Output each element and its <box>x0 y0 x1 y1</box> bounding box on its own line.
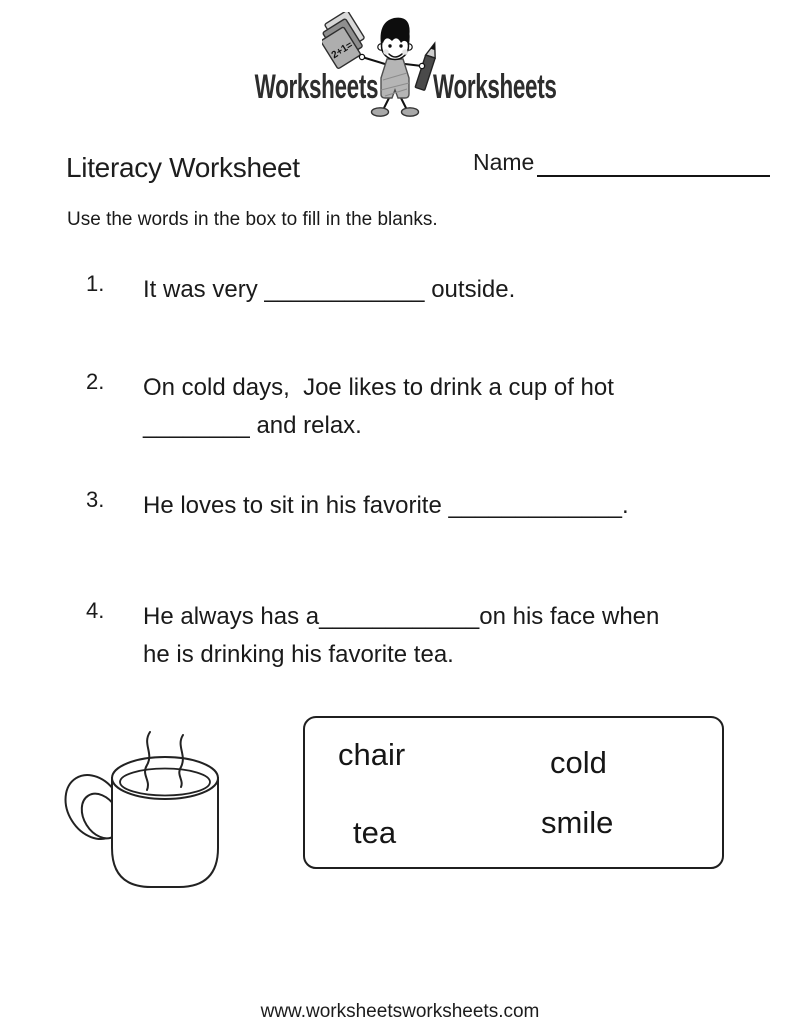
word-bank-box <box>303 716 724 869</box>
question-number: 1. <box>86 271 105 296</box>
boy-with-pencil-icon <box>322 12 450 124</box>
question-line: He always has a____________on his face when <box>143 603 660 630</box>
name-label: Name <box>473 149 535 175</box>
flashcard-text: 2+1= <box>329 39 355 62</box>
question-line: He loves to sit in his favorite _____________. <box>143 492 629 519</box>
word-bank-word: smile <box>541 805 614 840</box>
name-blank-line <box>537 150 770 177</box>
question-line: he is drinking his favorite tea. <box>143 641 454 668</box>
footer-url: www.worksheetsworksheets.com <box>260 1001 540 1022</box>
flashcards-icon <box>322 12 371 69</box>
logo-word: Worksheets <box>433 68 557 106</box>
word-bank-word: cold <box>550 745 607 780</box>
tea-mug-icon <box>50 712 230 897</box>
question-number: 2. <box>86 369 105 394</box>
logo-text-right <box>433 70 620 104</box>
word-bank-word: tea <box>353 815 397 850</box>
question-number: 4. <box>86 598 105 623</box>
logo-word: Worksheets <box>254 68 378 106</box>
question-line: ________ and relax. <box>143 412 362 439</box>
question-number: 3. <box>86 487 105 512</box>
question-line: It was very ____________ outside. <box>143 276 516 303</box>
instruction-text: Use the words in the box to fill in the blanks. <box>67 209 438 230</box>
word-bank-word: chair <box>338 737 406 772</box>
question-line: On cold days, Joe likes to drink a cup of hot <box>143 374 614 401</box>
page-title: Literacy Worksheet <box>66 152 300 183</box>
